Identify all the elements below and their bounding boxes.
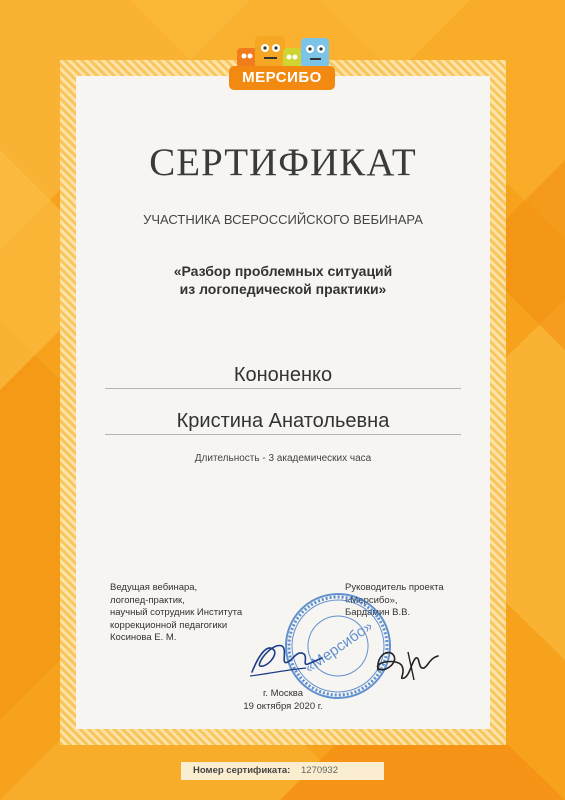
webinar-topic-line2: из логопедической практики» [179,281,387,297]
place-and-date [76,688,490,713]
manager-line1: Руководитель проекта [345,582,444,593]
host-line2: логопед-практик, [110,594,185,606]
webinar-topic-line1: «Разбор проблемных ситуаций [173,263,393,279]
host-signature-block [110,582,242,645]
certificate-title: СЕРТИФИКАТ [149,141,417,184]
host-line4: коррекционной педагогики [110,619,228,631]
certificate-subtitle: УЧАСТНИКА ВСЕРОССИЙСКОГО ВЕБИНАРА [143,212,423,227]
logo-eyes-icon [229,34,335,68]
issue-date: 19 октября 2020 г. [243,700,323,712]
stamp-text: «Мерсибо» [301,617,377,677]
manager-line2: «Мерсибо», [345,594,398,606]
logo-text: МЕРСИБО [242,69,322,86]
host-signature-icon [246,632,326,682]
certificate-number-value: 1270932 [301,765,338,776]
logo-plate [229,66,335,90]
webinar-topic [76,262,490,298]
host-line3: научный сотрудник Института [110,607,243,618]
logo [229,34,335,90]
manager-line3: Бардамин В.В. [345,607,411,618]
host-line5: Косинова Е. М. [110,632,177,643]
webinar-duration: Длительность - 3 академических часа [194,453,372,464]
city: г. Москва [262,688,304,699]
host-line1: Ведущая вебинара, [110,582,198,593]
certificate-number-bar [181,762,384,780]
certificate-number-label: Номер сертификата: [193,765,291,776]
participant-given-names: Кристина Анатольевна [105,408,461,435]
participant-surname: Кононенко [105,362,461,389]
manager-signature-icon [368,640,442,690]
